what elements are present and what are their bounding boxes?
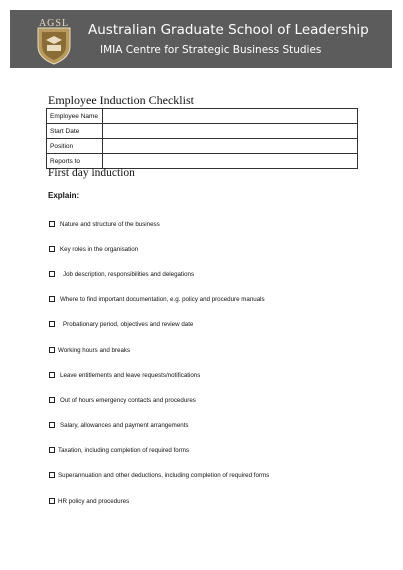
checkbox[interactable] [49, 321, 55, 327]
section-title: First day induction [48, 167, 135, 179]
checklist-item [49, 445, 189, 455]
checklist-item [49, 496, 129, 506]
field-label: Start Date [47, 124, 103, 139]
checklist-item [49, 244, 138, 254]
checklist-item [49, 420, 189, 430]
checklist-item [49, 269, 194, 279]
checkbox[interactable] [49, 447, 55, 453]
explain-label: Explain: [48, 191, 80, 200]
checkbox[interactable] [49, 296, 55, 302]
checklist-item-text: Nature and structure of the business [60, 220, 160, 228]
checkbox[interactable] [49, 422, 55, 428]
logo-text: AGSL [38, 18, 70, 29]
checkbox[interactable] [49, 472, 55, 478]
checklist-item-text: Taxation, including completion of required forms [58, 446, 190, 454]
checklist-item [49, 470, 269, 480]
checklist-item [49, 345, 130, 355]
checklist-item [49, 294, 265, 304]
checklist-item-text: Key roles in the organisation [60, 245, 139, 253]
checklist-item [49, 319, 193, 329]
checklist-item-text: Job description, responsibilities and delegations [63, 270, 195, 278]
school-name: Australian Graduate School of Leadership [88, 22, 369, 38]
checkbox[interactable] [49, 397, 55, 403]
document-title: Employee Induction Checklist [48, 93, 194, 107]
checklist-item-text: Probationary period, objectives and review date [63, 320, 194, 328]
checkbox[interactable] [49, 498, 55, 504]
checklist [49, 0, 369, 570]
checklist-item-text: Out of hours emergency contacts and procedures [60, 396, 196, 404]
checkbox[interactable] [49, 221, 55, 227]
checklist-item [49, 395, 196, 405]
checkbox[interactable] [49, 246, 55, 252]
checklist-item [49, 370, 200, 380]
field-label: Reports to [47, 154, 103, 169]
checkbox[interactable] [49, 372, 55, 378]
checklist-item-text: Working hours and breaks [58, 346, 131, 354]
checkbox[interactable] [49, 271, 55, 277]
checkbox[interactable] [49, 347, 55, 353]
centre-name: IMIA Centre for Strategic Business Studies [100, 44, 322, 56]
checklist-item-text: HR policy and procedures [58, 497, 130, 505]
field-label: Employee Name [47, 109, 103, 124]
checklist-item-text: Salary, allowances and payment arrangements [60, 421, 189, 429]
checklist-item-text: Where to find important documentation, e.g. policy and procedure manuals [60, 295, 265, 303]
checklist-item-text: Superannuation and other deductions, including completion of required forms [58, 471, 270, 479]
field-label: Position [47, 139, 103, 154]
checklist-item-text: Leave entitlements and leave requests/notifications [60, 371, 201, 379]
checklist-item [49, 219, 160, 229]
